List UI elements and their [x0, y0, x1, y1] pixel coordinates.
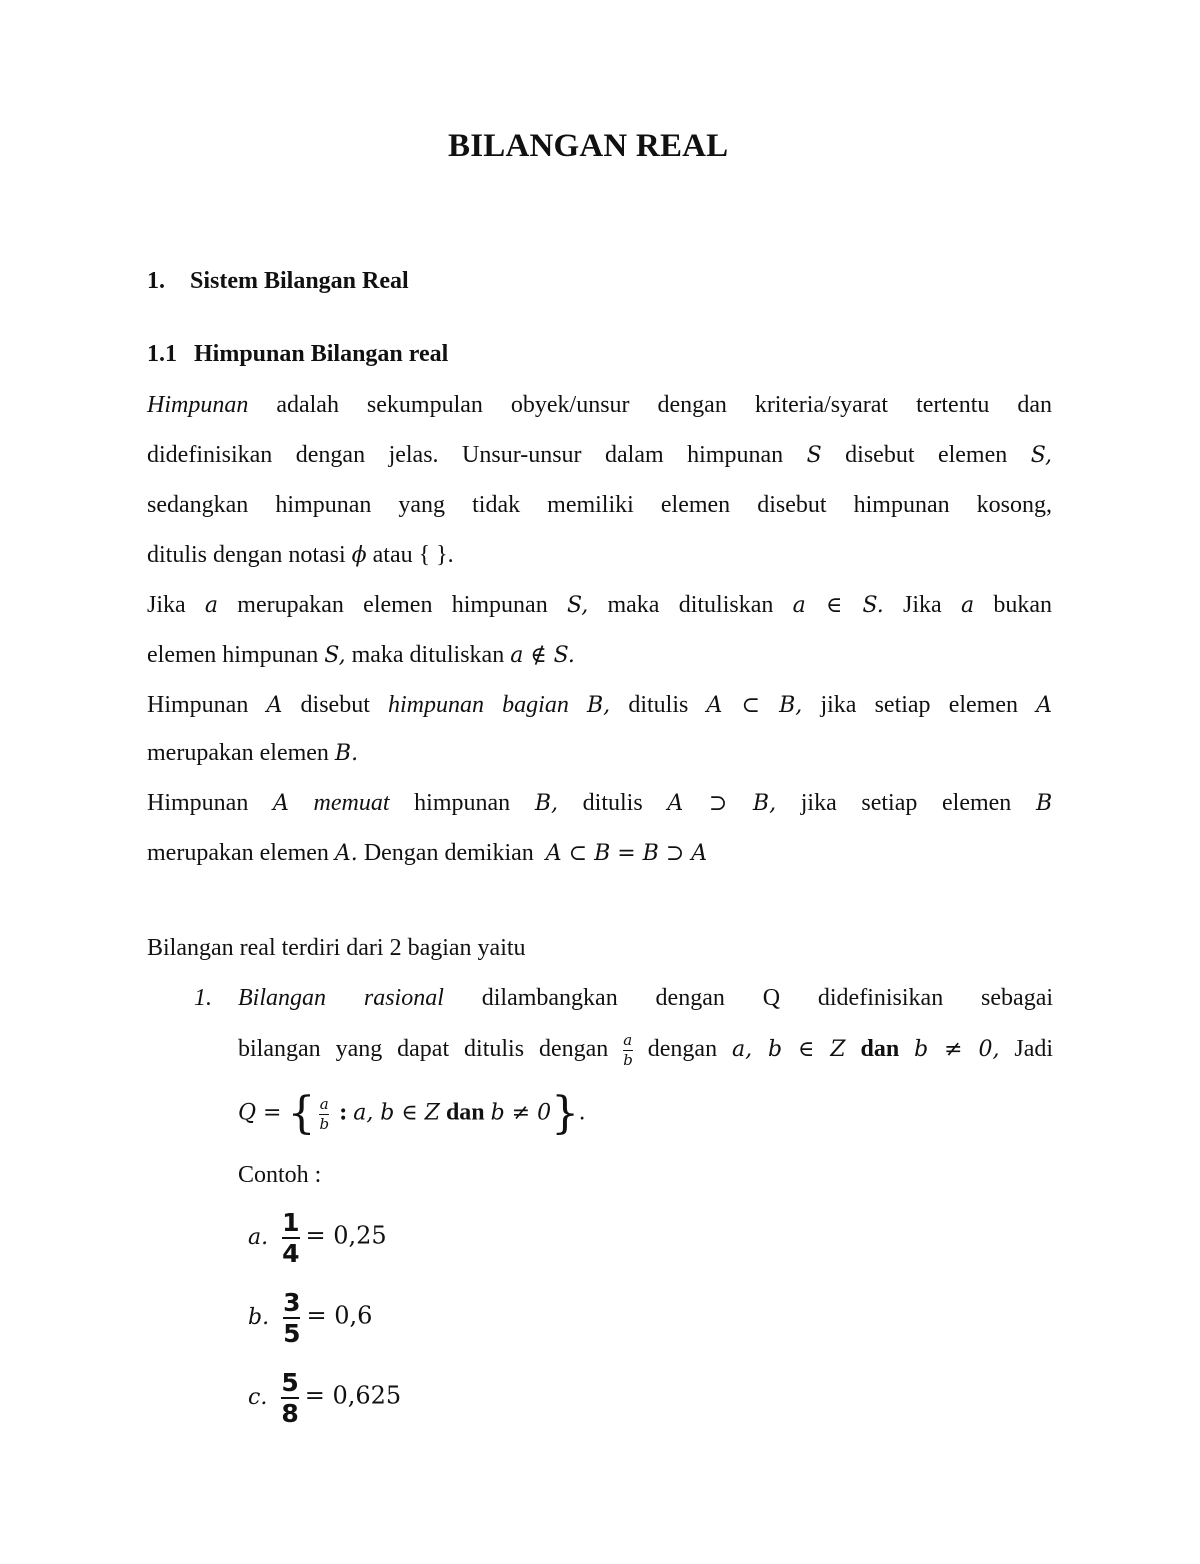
para1-line2: didefinisikan dengan jelas. Unsur-unsur dalam himpunan S disebut elemen S,	[147, 442, 1053, 468]
para1-line4: ditulis dengan notasi ϕ atau { }.	[147, 542, 454, 568]
para3-line2: merupakan elemen B.	[147, 740, 359, 766]
page-title: BILANGAN REAL	[448, 128, 729, 164]
para2-line1: Jika a merupakan elemen himpunan S, maka dituliskan a ∈ S. Jika a bukan	[147, 592, 1052, 618]
para5: Bilangan real terdiri dari 2 bagian yaitu	[147, 935, 526, 961]
para1-line3: sedangkan himpunan yang tidak memiliki elemen disebut himpunan kosong,	[147, 492, 1052, 518]
set-definition-q: Q = { $\frac{a}{b}$ : a, b ∈ Z dan b ≠ 0}.	[238, 1088, 586, 1139]
para2-line2: elemen himpunan S, maka dituliskan a ∉ S.	[147, 642, 575, 668]
section-1-1-heading: Himpunan Bilangan real	[194, 341, 449, 367]
example-item: c. $\frac{5}{8}$ = 0,625	[248, 1368, 402, 1428]
item1-line1: Bilangan rasional dilambangkan dengan Q didefinisikan sebagai	[238, 985, 1054, 1011]
section-1-1-number: 1.1	[147, 341, 177, 367]
item1-marker: 1.	[194, 985, 212, 1011]
para4-line1: Himpunan A memuat himpunan B, ditulis A ⊃ B, jika setiap elemen B	[147, 790, 1053, 816]
example-item: a. $\frac{1}{4}$ = 0,25	[248, 1208, 387, 1268]
para4-line2: merupakan elemen A. Dengan demikian A ⊂ B = B ⊃ A	[147, 840, 708, 866]
fraction-a-over-b: $\frac{a}{b}$	[623, 1031, 633, 1069]
example-fraction: $\frac{5}{8}$	[281, 1368, 299, 1428]
item1-line2: bilangan yang dapat ditulis dengan $\frac{a}{b}$ dengan a, b ∈ Z dan b ≠ 0, Jadi	[238, 1031, 1054, 1069]
set-fraction: $\frac{a}{b}$	[319, 1094, 330, 1133]
para3-line1: Himpunan A disebut himpunan bagian B, ditulis A ⊂ B, jika setiap elemen A	[147, 692, 1053, 718]
left-brace: {	[287, 1088, 316, 1139]
example-item: b. $\frac{3}{5}$ = 0,6	[248, 1288, 373, 1348]
example-fraction: $\frac{3}{5}$	[283, 1288, 301, 1348]
term-himpunan: Himpunan	[147, 392, 249, 418]
section-1-heading: Sistem Bilangan Real	[190, 268, 409, 294]
section-1-number: 1.	[147, 268, 165, 294]
right-brace: }	[551, 1088, 580, 1139]
example-label: Contoh :	[238, 1162, 322, 1188]
para1-line1: Himpunan adalah sekumpulan obyek/unsur dengan kriteria/syarat tertentu dan	[147, 392, 1053, 418]
example-fraction: $\frac{1}{4}$	[282, 1208, 300, 1268]
